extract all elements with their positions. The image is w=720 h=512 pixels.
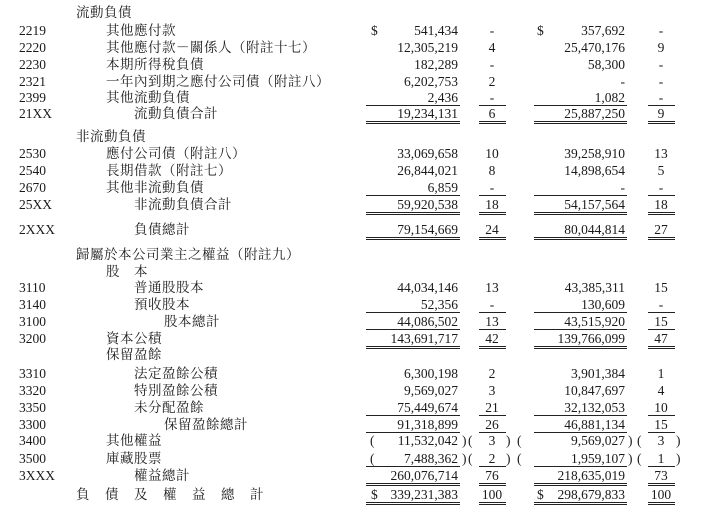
prior-amount: 54,157,564 bbox=[564, 197, 625, 212]
account-label: 預收股本 bbox=[134, 297, 190, 312]
current-amount: 6,859 bbox=[427, 180, 458, 195]
statement-row bbox=[0, 39, 720, 56]
open-paren: ( bbox=[370, 451, 375, 466]
statement-row bbox=[0, 346, 720, 363]
close-paren: ) bbox=[628, 433, 633, 448]
statement-row bbox=[0, 128, 720, 145]
current-amount: 33,069,658 bbox=[397, 146, 458, 161]
prior-percent: 47 bbox=[654, 331, 668, 346]
current-amount: 26,844,021 bbox=[397, 163, 458, 178]
statement-row bbox=[0, 416, 720, 433]
prior-amount: 25,470,176 bbox=[564, 40, 625, 55]
prior-amount: - bbox=[620, 74, 625, 89]
account-label: 股本總計 bbox=[164, 314, 220, 329]
prior-percent: 15 bbox=[654, 314, 668, 329]
prior-amount: 43,515,920 bbox=[564, 314, 625, 329]
close-paren: ) bbox=[676, 451, 681, 466]
current-percent: - bbox=[489, 297, 495, 312]
statement-row bbox=[0, 296, 720, 313]
current-amount: 9,569,027 bbox=[404, 383, 458, 398]
current-percent: 10 bbox=[485, 146, 499, 161]
account-code: 3300 bbox=[19, 417, 46, 432]
account-label: 歸屬於本公司業主之權益（附註九） bbox=[76, 247, 300, 262]
prior-percent: 4 bbox=[657, 383, 665, 398]
open-paren: ( bbox=[517, 451, 522, 466]
current-amount: 541,434 bbox=[414, 23, 458, 38]
current-percent: 26 bbox=[485, 417, 499, 432]
prior-percent: - bbox=[658, 23, 664, 38]
statement-row bbox=[0, 246, 720, 263]
prior-percent: 18 bbox=[654, 197, 668, 212]
account-label: 其他流動負債 bbox=[106, 90, 190, 105]
statement-row bbox=[0, 263, 720, 280]
prior-amount: 218,635,019 bbox=[557, 468, 625, 483]
current-amount: 143,691,717 bbox=[390, 331, 458, 346]
amount-underline bbox=[366, 121, 460, 124]
account-code: 2XXX bbox=[19, 222, 55, 237]
account-label: 應付公司債（附註八） bbox=[106, 146, 246, 161]
percent-underline bbox=[479, 502, 506, 505]
prior-percent: 13 bbox=[654, 146, 668, 161]
current-amount: 59,920,538 bbox=[397, 197, 458, 212]
statement-row bbox=[0, 22, 720, 39]
prior-percent: - bbox=[658, 180, 664, 195]
account-code: 2321 bbox=[19, 74, 46, 89]
prior-percent: - bbox=[658, 74, 664, 89]
current-percent: 76 bbox=[485, 468, 499, 483]
close-paren: ) bbox=[506, 433, 511, 448]
account-code: 3400 bbox=[19, 433, 46, 448]
prior-amount: 139,766,099 bbox=[557, 331, 625, 346]
prior-percent: 9 bbox=[657, 106, 665, 121]
current-amount: 52,356 bbox=[420, 297, 458, 312]
currency-symbol: $ bbox=[371, 487, 378, 502]
account-label: 流動負債合計 bbox=[134, 106, 218, 121]
account-label: 其他應付款－關係人（附註十七） bbox=[106, 40, 316, 55]
percent-underline bbox=[648, 121, 675, 124]
statement-row bbox=[0, 56, 720, 73]
current-percent: 13 bbox=[485, 314, 499, 329]
account-label: 庫藏股票 bbox=[106, 451, 162, 466]
account-label: 權益總計 bbox=[134, 468, 190, 483]
account-label: 負 債 及 權 益 總 計 bbox=[76, 487, 265, 502]
account-label: 非流動負債合計 bbox=[134, 197, 232, 212]
current-percent: 13 bbox=[485, 280, 499, 295]
statement-row bbox=[0, 196, 720, 213]
account-code: 25XX bbox=[19, 197, 52, 212]
account-code: 3XXX bbox=[19, 468, 55, 483]
current-percent: 21 bbox=[485, 400, 499, 415]
prior-percent: - bbox=[658, 297, 664, 312]
account-code: 2230 bbox=[19, 57, 46, 72]
prior-percent: 9 bbox=[657, 40, 665, 55]
account-code: 3320 bbox=[19, 383, 46, 398]
close-paren: ) bbox=[628, 451, 633, 466]
prior-percent: 5 bbox=[657, 163, 665, 178]
statement-row bbox=[0, 313, 720, 330]
current-percent: 4 bbox=[488, 40, 496, 55]
current-amount: 260,076,714 bbox=[390, 468, 458, 483]
current-amount: 6,202,753 bbox=[404, 74, 458, 89]
account-label: 非流動負債 bbox=[76, 129, 146, 144]
prior-amount: 14,898,654 bbox=[564, 163, 625, 178]
statement-row bbox=[0, 382, 720, 399]
prior-amount: 46,881,134 bbox=[564, 417, 625, 432]
current-amount: 6,300,198 bbox=[404, 366, 458, 381]
prior-amount: 32,132,053 bbox=[564, 400, 625, 415]
statement-row bbox=[0, 365, 720, 382]
account-code: 3200 bbox=[19, 331, 46, 346]
prior-percent: 15 bbox=[654, 417, 668, 432]
percent-underline bbox=[648, 237, 675, 240]
prior-amount: 80,044,814 bbox=[564, 222, 625, 237]
account-code: 2540 bbox=[19, 163, 46, 178]
percent-underline bbox=[648, 502, 675, 505]
open-paren: ( bbox=[637, 451, 642, 466]
amount-underline bbox=[534, 121, 627, 124]
account-label: 特別盈餘公積 bbox=[134, 383, 218, 398]
current-percent: 42 bbox=[485, 331, 499, 346]
statement-row bbox=[0, 486, 720, 503]
statement-row bbox=[0, 105, 720, 122]
prior-percent: 15 bbox=[654, 280, 668, 295]
account-code: 2399 bbox=[19, 90, 46, 105]
account-label: 普通股股本 bbox=[134, 280, 204, 295]
account-label: 股 本 bbox=[106, 264, 148, 279]
current-percent: 100 bbox=[481, 487, 503, 502]
prior-percent: 100 bbox=[650, 487, 672, 502]
statement-row bbox=[0, 330, 720, 347]
current-amount: 44,034,146 bbox=[397, 280, 458, 295]
prior-amount: 43,385,311 bbox=[564, 280, 625, 295]
close-paren: ) bbox=[676, 433, 681, 448]
account-label: 其他應付款 bbox=[106, 23, 176, 38]
percent-underline bbox=[479, 212, 506, 215]
prior-amount: 3,901,384 bbox=[571, 366, 625, 381]
prior-percent: - bbox=[658, 57, 664, 72]
statement-row bbox=[0, 179, 720, 196]
current-amount: 182,289 bbox=[414, 57, 458, 72]
account-label: 保留盈餘總計 bbox=[164, 417, 248, 432]
account-code: 2219 bbox=[19, 23, 46, 38]
current-amount: 19,234,131 bbox=[397, 106, 458, 121]
statement-row bbox=[0, 467, 720, 484]
prior-amount: 298,679,833 bbox=[557, 487, 625, 502]
percent-underline bbox=[479, 121, 506, 124]
currency-symbol: $ bbox=[371, 23, 378, 38]
account-label: 法定盈餘公積 bbox=[134, 366, 218, 381]
prior-amount: 58,300 bbox=[587, 57, 625, 72]
account-code: 2220 bbox=[19, 40, 46, 55]
current-amount: 339,231,383 bbox=[390, 487, 458, 502]
prior-percent: 73 bbox=[654, 468, 668, 483]
current-amount: 2,436 bbox=[427, 90, 458, 105]
current-percent: 8 bbox=[488, 163, 496, 178]
open-paren: ( bbox=[468, 451, 473, 466]
amount-underline bbox=[534, 237, 627, 240]
statement-row bbox=[0, 145, 720, 162]
prior-amount: 130,609 bbox=[581, 297, 625, 312]
current-percent: 2 bbox=[488, 366, 496, 381]
prior-percent: 10 bbox=[654, 400, 668, 415]
statement-row bbox=[0, 89, 720, 106]
prior-percent: 3 bbox=[657, 433, 665, 448]
close-paren: ) bbox=[462, 433, 467, 448]
account-label: 其他權益 bbox=[106, 433, 162, 448]
currency-symbol: $ bbox=[537, 487, 544, 502]
account-code: 2530 bbox=[19, 146, 46, 161]
account-label: 保留盈餘 bbox=[106, 347, 162, 362]
open-paren: ( bbox=[637, 433, 642, 448]
statement-row bbox=[0, 432, 720, 449]
account-code: 21XX bbox=[19, 106, 52, 121]
current-percent: 24 bbox=[485, 222, 499, 237]
currency-symbol: $ bbox=[537, 23, 544, 38]
account-code: 2670 bbox=[19, 180, 46, 195]
current-percent: 3 bbox=[488, 433, 496, 448]
prior-amount: 1,959,107 bbox=[571, 451, 625, 466]
current-amount: 44,086,502 bbox=[397, 314, 458, 329]
statement-row bbox=[0, 450, 720, 467]
statement-row bbox=[0, 399, 720, 416]
statement-row bbox=[0, 73, 720, 90]
current-percent: - bbox=[489, 23, 495, 38]
prior-amount: 9,569,027 bbox=[571, 433, 625, 448]
percent-underline bbox=[479, 237, 506, 240]
prior-amount: 39,258,910 bbox=[564, 146, 625, 161]
account-code: 3100 bbox=[19, 314, 46, 329]
account-label: 未分配盈餘 bbox=[134, 400, 204, 415]
current-amount: 91,318,899 bbox=[397, 417, 458, 432]
current-amount: 79,154,669 bbox=[397, 222, 458, 237]
percent-underline bbox=[648, 212, 675, 215]
account-label: 本期所得稅負債 bbox=[106, 57, 204, 72]
current-percent: 6 bbox=[488, 106, 496, 121]
account-label: 一年內到期之應付公司債（附註八） bbox=[106, 74, 330, 89]
current-amount: 75,449,674 bbox=[397, 400, 458, 415]
current-amount: 11,532,042 bbox=[397, 433, 458, 448]
prior-percent: 1 bbox=[657, 366, 665, 381]
statement-row bbox=[0, 279, 720, 296]
current-amount: 12,305,219 bbox=[397, 40, 458, 55]
amount-underline bbox=[366, 237, 460, 240]
current-percent: 2 bbox=[488, 74, 496, 89]
current-percent: 3 bbox=[488, 383, 496, 398]
current-percent: - bbox=[489, 180, 495, 195]
current-percent: 18 bbox=[485, 197, 499, 212]
prior-amount: 1,082 bbox=[594, 90, 625, 105]
account-label: 負債總計 bbox=[134, 222, 190, 237]
account-label: 資本公積 bbox=[106, 331, 162, 346]
account-code: 3500 bbox=[19, 451, 46, 466]
amount-underline bbox=[366, 502, 460, 505]
statement-row bbox=[0, 221, 720, 238]
prior-amount: 357,692 bbox=[581, 23, 625, 38]
account-code: 3350 bbox=[19, 400, 46, 415]
account-label: 長期借款（附註七） bbox=[106, 163, 232, 178]
statement-row bbox=[0, 4, 720, 21]
open-paren: ( bbox=[517, 433, 522, 448]
current-amount: 7,488,362 bbox=[404, 451, 458, 466]
close-paren: ) bbox=[506, 451, 511, 466]
amount-underline bbox=[366, 212, 460, 215]
statement-row bbox=[0, 162, 720, 179]
prior-amount: 25,887,250 bbox=[564, 106, 625, 121]
current-percent: - bbox=[489, 90, 495, 105]
account-code: 3310 bbox=[19, 366, 46, 381]
account-code: 3110 bbox=[19, 280, 46, 295]
prior-percent: - bbox=[658, 90, 664, 105]
prior-amount: 10,847,697 bbox=[564, 383, 625, 398]
amount-underline bbox=[534, 212, 627, 215]
account-label: 其他非流動負債 bbox=[106, 180, 204, 195]
prior-percent: 1 bbox=[657, 451, 665, 466]
current-percent: 2 bbox=[488, 451, 496, 466]
account-code: 3140 bbox=[19, 297, 46, 312]
open-paren: ( bbox=[370, 433, 375, 448]
current-percent: - bbox=[489, 57, 495, 72]
close-paren: ) bbox=[462, 451, 467, 466]
amount-underline bbox=[534, 502, 627, 505]
open-paren: ( bbox=[468, 433, 473, 448]
account-label: 流動負債 bbox=[76, 5, 132, 20]
prior-percent: 27 bbox=[654, 222, 668, 237]
prior-amount: - bbox=[620, 180, 625, 195]
